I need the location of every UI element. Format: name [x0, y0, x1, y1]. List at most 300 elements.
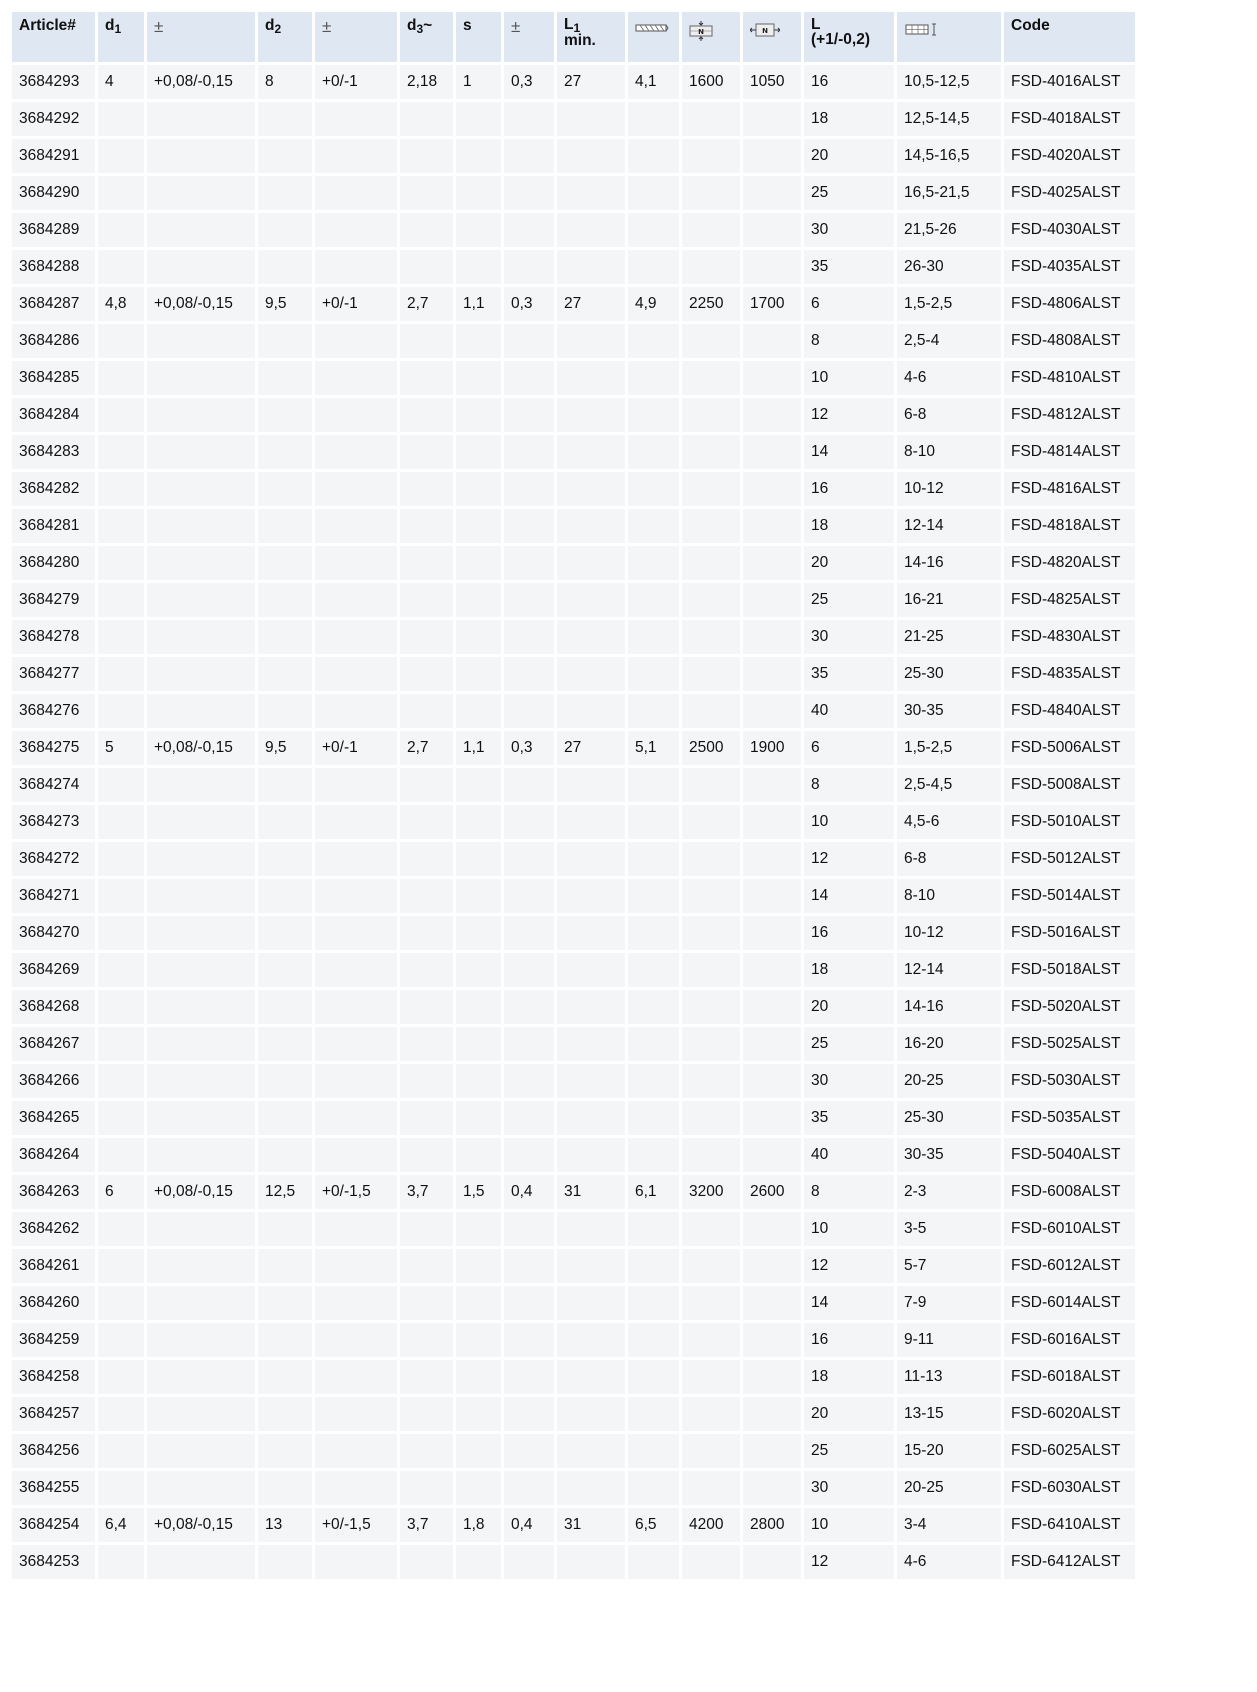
- length-cell: 10: [804, 1212, 894, 1246]
- shear-force-cell: [682, 694, 740, 728]
- d1-tolerance-cell: [147, 583, 255, 617]
- s-tolerance-cell: [504, 250, 554, 284]
- shear-force-cell: [682, 1360, 740, 1394]
- d2-cell: [258, 1323, 312, 1357]
- code-cell: FSD-4020ALST: [1004, 139, 1135, 173]
- tensile-force-cell: [743, 509, 801, 543]
- tensile-force-cell: [743, 657, 801, 691]
- s-tolerance-cell: 0,3: [504, 731, 554, 765]
- d1-cell: [98, 509, 144, 543]
- d1-cell: [98, 1027, 144, 1061]
- table-row: [12, 546, 1135, 580]
- s-tolerance-cell: [504, 213, 554, 247]
- length-cell: 14: [804, 1286, 894, 1320]
- d1-cell: [98, 435, 144, 469]
- l1-min-cell: [557, 176, 625, 210]
- s-tolerance-cell: [504, 953, 554, 987]
- l1-min-cell: 31: [557, 1508, 625, 1542]
- d2-cell: [258, 620, 312, 654]
- s-tolerance-cell: [504, 1286, 554, 1320]
- drill-diameter-cell: [628, 842, 679, 876]
- s-tolerance-cell: [504, 398, 554, 432]
- code-cell: FSD-4808ALST: [1004, 324, 1135, 358]
- shear-force-cell: [682, 1064, 740, 1098]
- d3-cell: [400, 324, 453, 358]
- d2-cell: [258, 1360, 312, 1394]
- l1-min-cell: [557, 583, 625, 617]
- d3-cell: [400, 1212, 453, 1246]
- drill-diameter-cell: [628, 139, 679, 173]
- code-cell: FSD-4812ALST: [1004, 398, 1135, 432]
- header-d2-tolerance: [315, 12, 397, 62]
- d3-cell: [400, 472, 453, 506]
- header-l: [804, 12, 894, 62]
- l1-min-cell: [557, 657, 625, 691]
- header-d2-sub: 2: [274, 22, 282, 36]
- l1-min-cell: [557, 1249, 625, 1283]
- code-cell: FSD-6018ALST: [1004, 1360, 1135, 1394]
- tensile-force-cell: [743, 953, 801, 987]
- table-row: [12, 1101, 1135, 1135]
- drill-diameter-cell: [628, 472, 679, 506]
- table-row: [12, 583, 1135, 617]
- drill-diameter-cell: [628, 1471, 679, 1505]
- s-cell: [456, 1212, 501, 1246]
- header-d3: [400, 12, 453, 62]
- drill-diameter-cell: [628, 398, 679, 432]
- d1-tolerance-cell: [147, 916, 255, 950]
- code-cell: FSD-4814ALST: [1004, 435, 1135, 469]
- d1-cell: [98, 620, 144, 654]
- table-row: [12, 990, 1135, 1024]
- length-cell: 25: [804, 583, 894, 617]
- d3-cell: [400, 213, 453, 247]
- d1-tolerance-cell: [147, 953, 255, 987]
- header-s-tolerance: [504, 12, 554, 62]
- length-cell: 10: [804, 361, 894, 395]
- d1-tolerance-cell: +0,08/-0,15: [147, 287, 255, 321]
- d1-cell: [98, 990, 144, 1024]
- d1-cell: [98, 324, 144, 358]
- l1-min-cell: [557, 1360, 625, 1394]
- code-cell: FSD-6010ALST: [1004, 1212, 1135, 1246]
- l1-min-cell: [557, 953, 625, 987]
- clamping-range-cell: 6-8: [897, 842, 1001, 876]
- s-cell: [456, 1286, 501, 1320]
- header-d1: [98, 12, 144, 62]
- s-tolerance-cell: [504, 620, 554, 654]
- d2-tolerance-cell: [315, 805, 397, 839]
- table-row: [12, 879, 1135, 913]
- code-cell: FSD-5040ALST: [1004, 1138, 1135, 1172]
- clamping-range-cell: 4-6: [897, 361, 1001, 395]
- clamping-range-cell: 21,5-26: [897, 213, 1001, 247]
- s-tolerance-cell: [504, 990, 554, 1024]
- length-cell: 20: [804, 1397, 894, 1431]
- d1-tolerance-cell: [147, 546, 255, 580]
- d1-cell: [98, 1064, 144, 1098]
- d1-tolerance-cell: +0,08/-0,15: [147, 1508, 255, 1542]
- l1-min-cell: [557, 139, 625, 173]
- d2-tolerance-cell: [315, 1397, 397, 1431]
- d2-tolerance-cell: [315, 694, 397, 728]
- d3-cell: [400, 990, 453, 1024]
- svg-text:N: N: [698, 28, 704, 36]
- shear-force-cell: [682, 768, 740, 802]
- code-cell: FSD-4835ALST: [1004, 657, 1135, 691]
- d2-cell: 9,5: [258, 287, 312, 321]
- shear-force-cell: [682, 879, 740, 913]
- drill-diameter-cell: [628, 1064, 679, 1098]
- l1-min-cell: [557, 990, 625, 1024]
- d1-cell: [98, 398, 144, 432]
- l1-min-cell: [557, 472, 625, 506]
- d3-cell: [400, 361, 453, 395]
- l1-min-cell: [557, 1434, 625, 1468]
- table-row: [12, 287, 1135, 321]
- d2-tolerance-cell: [315, 1101, 397, 1135]
- drill-diameter-cell: [628, 361, 679, 395]
- shear-force-cell: [682, 1249, 740, 1283]
- d1-tolerance-cell: [147, 176, 255, 210]
- table-row: [12, 472, 1135, 506]
- s-tolerance-cell: [504, 1249, 554, 1283]
- drill-diameter-cell: [628, 213, 679, 247]
- s-tolerance-cell: [504, 694, 554, 728]
- drill-diameter-cell: 6,5: [628, 1508, 679, 1542]
- article-cell: 3684287: [12, 287, 95, 321]
- d2-tolerance-cell: [315, 583, 397, 617]
- d2-tolerance-cell: [315, 1434, 397, 1468]
- d2-tolerance-cell: [315, 953, 397, 987]
- table-row: [12, 398, 1135, 432]
- shear-force-cell: [682, 620, 740, 654]
- s-tolerance-cell: [504, 583, 554, 617]
- table-row: [12, 1138, 1135, 1172]
- tensile-force-cell: [743, 176, 801, 210]
- d2-tolerance-cell: [315, 1212, 397, 1246]
- d2-cell: [258, 1545, 312, 1579]
- code-cell: FSD-6030ALST: [1004, 1471, 1135, 1505]
- d3-cell: [400, 176, 453, 210]
- d1-tolerance-cell: [147, 1138, 255, 1172]
- d2-cell: [258, 324, 312, 358]
- table-row: [12, 1434, 1135, 1468]
- d1-cell: [98, 1212, 144, 1246]
- shear-force-cell: [682, 805, 740, 839]
- header-l1: [557, 12, 625, 62]
- d1-cell: [98, 657, 144, 691]
- clamping-range-cell: 25-30: [897, 1101, 1001, 1135]
- s-tolerance-cell: [504, 1027, 554, 1061]
- article-cell: 3684274: [12, 768, 95, 802]
- l1-min-cell: [557, 361, 625, 395]
- l1-min-cell: [557, 1101, 625, 1135]
- d2-cell: [258, 842, 312, 876]
- d3-cell: [400, 250, 453, 284]
- l1-min-cell: [557, 1471, 625, 1505]
- d2-tolerance-cell: [315, 657, 397, 691]
- shear-force-cell: [682, 509, 740, 543]
- length-cell: 30: [804, 1471, 894, 1505]
- article-cell: 3684288: [12, 250, 95, 284]
- code-cell: FSD-5006ALST: [1004, 731, 1135, 765]
- d2-tolerance-cell: [315, 250, 397, 284]
- header-row: [12, 12, 1135, 62]
- d3-cell: [400, 1323, 453, 1357]
- header-d1-tolerance: [147, 12, 255, 62]
- d1-tolerance-cell: [147, 768, 255, 802]
- drill-diameter-cell: [628, 879, 679, 913]
- drill-diameter-cell: [628, 805, 679, 839]
- d3-cell: [400, 435, 453, 469]
- table-row: [12, 1360, 1135, 1394]
- d2-cell: [258, 1027, 312, 1061]
- drill-diameter-cell: [628, 657, 679, 691]
- clamping-range-cell: 2,5-4: [897, 324, 1001, 358]
- l1-min-cell: [557, 213, 625, 247]
- tensile-force-cell: [743, 1064, 801, 1098]
- d2-tolerance-cell: [315, 842, 397, 876]
- article-cell: 3684253: [12, 1545, 95, 1579]
- code-cell: FSD-6412ALST: [1004, 1545, 1135, 1579]
- d1-tolerance-cell: [147, 1027, 255, 1061]
- s-cell: [456, 768, 501, 802]
- s-cell: [456, 213, 501, 247]
- d1-tolerance-cell: [147, 1397, 255, 1431]
- svg-text:N: N: [762, 27, 768, 35]
- tensile-force-cell: [743, 1101, 801, 1135]
- d1-cell: [98, 176, 144, 210]
- s-cell: [456, 1397, 501, 1431]
- article-cell: 3684256: [12, 1434, 95, 1468]
- d2-cell: [258, 546, 312, 580]
- d1-tolerance-cell: [147, 102, 255, 136]
- tensile-force-cell: [743, 324, 801, 358]
- d3-cell: 2,18: [400, 65, 453, 99]
- header-code-label: Code: [1011, 17, 1050, 34]
- d3-cell: [400, 805, 453, 839]
- d1-tolerance-cell: [147, 1471, 255, 1505]
- header-d3-suffix: ~: [423, 17, 433, 34]
- l1-min-cell: 27: [557, 287, 625, 321]
- shear-force-cell: [682, 1101, 740, 1135]
- drill-diameter-cell: [628, 694, 679, 728]
- d1-tolerance-cell: [147, 1360, 255, 1394]
- tensile-force-cell: [743, 842, 801, 876]
- tensile-force-cell: [743, 250, 801, 284]
- d1-cell: [98, 1323, 144, 1357]
- drill-diameter-cell: [628, 1545, 679, 1579]
- shear-force-cell: [682, 916, 740, 950]
- shear-force-cell: 3200: [682, 1175, 740, 1209]
- d3-cell: [400, 1545, 453, 1579]
- drill-diameter-cell: [628, 250, 679, 284]
- d2-tolerance-cell: [315, 139, 397, 173]
- s-tolerance-cell: [504, 546, 554, 580]
- d2-cell: [258, 1064, 312, 1098]
- shear-force-cell: [682, 1027, 740, 1061]
- l1-min-cell: [557, 1212, 625, 1246]
- d2-cell: [258, 1434, 312, 1468]
- article-cell: 3684265: [12, 1101, 95, 1135]
- shear-force-cell: [682, 1471, 740, 1505]
- l1-min-cell: [557, 1138, 625, 1172]
- d2-cell: [258, 879, 312, 913]
- s-tolerance-cell: [504, 1545, 554, 1579]
- d2-tolerance-cell: [315, 176, 397, 210]
- d1-cell: 6: [98, 1175, 144, 1209]
- d1-cell: [98, 768, 144, 802]
- length-cell: 25: [804, 1434, 894, 1468]
- s-cell: [456, 139, 501, 173]
- shear-force-cell: 1600: [682, 65, 740, 99]
- d1-cell: [98, 842, 144, 876]
- table-row: [12, 1064, 1135, 1098]
- d2-cell: [258, 361, 312, 395]
- l1-min-cell: [557, 1545, 625, 1579]
- s-cell: [456, 361, 501, 395]
- code-cell: FSD-4016ALST: [1004, 65, 1135, 99]
- code-cell: FSD-4035ALST: [1004, 250, 1135, 284]
- d1-cell: [98, 546, 144, 580]
- clamping-range-cell: 12-14: [897, 509, 1001, 543]
- clamping-range-cell: 2-3: [897, 1175, 1001, 1209]
- header-d2: [258, 12, 312, 62]
- d2-tolerance-cell: [315, 1138, 397, 1172]
- d2-tolerance-cell: [315, 213, 397, 247]
- d3-cell: [400, 1064, 453, 1098]
- s-cell: [456, 472, 501, 506]
- shear-force-cell: 2250: [682, 287, 740, 321]
- code-cell: FSD-5018ALST: [1004, 953, 1135, 987]
- s-cell: [456, 1064, 501, 1098]
- d1-cell: [98, 1249, 144, 1283]
- d2-tolerance-cell: [315, 1360, 397, 1394]
- tensile-force-cell: [743, 213, 801, 247]
- article-cell: 3684277: [12, 657, 95, 691]
- shear-force-cell: [682, 1138, 740, 1172]
- d2-cell: [258, 694, 312, 728]
- table-row: [12, 731, 1135, 765]
- d2-cell: [258, 213, 312, 247]
- header-code: [1004, 12, 1135, 62]
- tensile-force-cell: [743, 1323, 801, 1357]
- code-cell: FSD-4025ALST: [1004, 176, 1135, 210]
- length-cell: 20: [804, 990, 894, 1024]
- table-row: [12, 250, 1135, 284]
- l1-min-cell: [557, 509, 625, 543]
- l1-min-cell: [557, 1286, 625, 1320]
- d1-tolerance-cell: [147, 620, 255, 654]
- d1-cell: 4,8: [98, 287, 144, 321]
- d2-cell: [258, 1101, 312, 1135]
- tensile-force-cell: [743, 472, 801, 506]
- d2-tolerance-cell: [315, 1027, 397, 1061]
- s-cell: [456, 176, 501, 210]
- table-row: [12, 694, 1135, 728]
- s-tolerance-cell: [504, 1101, 554, 1135]
- shear-force-cell: [682, 102, 740, 136]
- s-tolerance-cell: [504, 472, 554, 506]
- header-d1-base: d: [105, 17, 115, 34]
- d3-cell: 3,7: [400, 1175, 453, 1209]
- shear-force-cell: [682, 990, 740, 1024]
- clamping-range-cell: 5-7: [897, 1249, 1001, 1283]
- length-cell: 10: [804, 805, 894, 839]
- header-drill-diameter: [628, 12, 679, 62]
- header-d3-sub: 3: [416, 22, 424, 36]
- s-cell: [456, 1138, 501, 1172]
- s-tolerance-cell: 0,3: [504, 287, 554, 321]
- l1-min-cell: [557, 916, 625, 950]
- code-cell: FSD-4830ALST: [1004, 620, 1135, 654]
- table-row: [12, 176, 1135, 210]
- table-row: [12, 102, 1135, 136]
- drill-diameter-cell: 4,9: [628, 287, 679, 321]
- s-cell: [456, 1323, 501, 1357]
- article-cell: 3684266: [12, 1064, 95, 1098]
- d1-cell: [98, 1397, 144, 1431]
- d2-cell: [258, 250, 312, 284]
- l1-min-cell: [557, 102, 625, 136]
- s-cell: [456, 546, 501, 580]
- drill-diameter-cell: [628, 1249, 679, 1283]
- table-body: [12, 65, 1135, 1579]
- s-tolerance-cell: [504, 657, 554, 691]
- article-cell: 3684260: [12, 1286, 95, 1320]
- s-cell: [456, 620, 501, 654]
- article-cell: 3684283: [12, 435, 95, 469]
- s-tolerance-cell: [504, 509, 554, 543]
- tensile-force-cell: [743, 139, 801, 173]
- d2-tolerance-cell: [315, 361, 397, 395]
- s-cell: [456, 250, 501, 284]
- d3-cell: 2,7: [400, 287, 453, 321]
- d3-cell: [400, 1286, 453, 1320]
- code-cell: FSD-4840ALST: [1004, 694, 1135, 728]
- table-row: [12, 1545, 1135, 1579]
- table-row: [12, 842, 1135, 876]
- tensile-force-cell: [743, 1249, 801, 1283]
- d1-tolerance-cell: [147, 361, 255, 395]
- article-cell: 3684268: [12, 990, 95, 1024]
- s-cell: [456, 1360, 501, 1394]
- length-cell: 16: [804, 1323, 894, 1357]
- drill-diameter-cell: [628, 435, 679, 469]
- article-cell: 3684271: [12, 879, 95, 913]
- d2-cell: [258, 990, 312, 1024]
- clamping-range-cell: 1,5-2,5: [897, 287, 1001, 321]
- l1-min-cell: [557, 435, 625, 469]
- article-cell: 3684259: [12, 1323, 95, 1357]
- article-cell: 3684257: [12, 1397, 95, 1431]
- d2-cell: [258, 805, 312, 839]
- clamping-range-cell: 14-16: [897, 990, 1001, 1024]
- d2-tolerance-cell: +0/-1,5: [315, 1508, 397, 1542]
- length-cell: 6: [804, 731, 894, 765]
- shear-force-cell: [682, 435, 740, 469]
- d1-cell: [98, 916, 144, 950]
- d1-tolerance-cell: [147, 694, 255, 728]
- s-cell: [456, 435, 501, 469]
- article-cell: 3684255: [12, 1471, 95, 1505]
- d3-cell: [400, 398, 453, 432]
- s-tolerance-cell: [504, 435, 554, 469]
- d3-cell: [400, 139, 453, 173]
- s-tolerance-cell: 0,4: [504, 1508, 554, 1542]
- drill-diameter-cell: [628, 1027, 679, 1061]
